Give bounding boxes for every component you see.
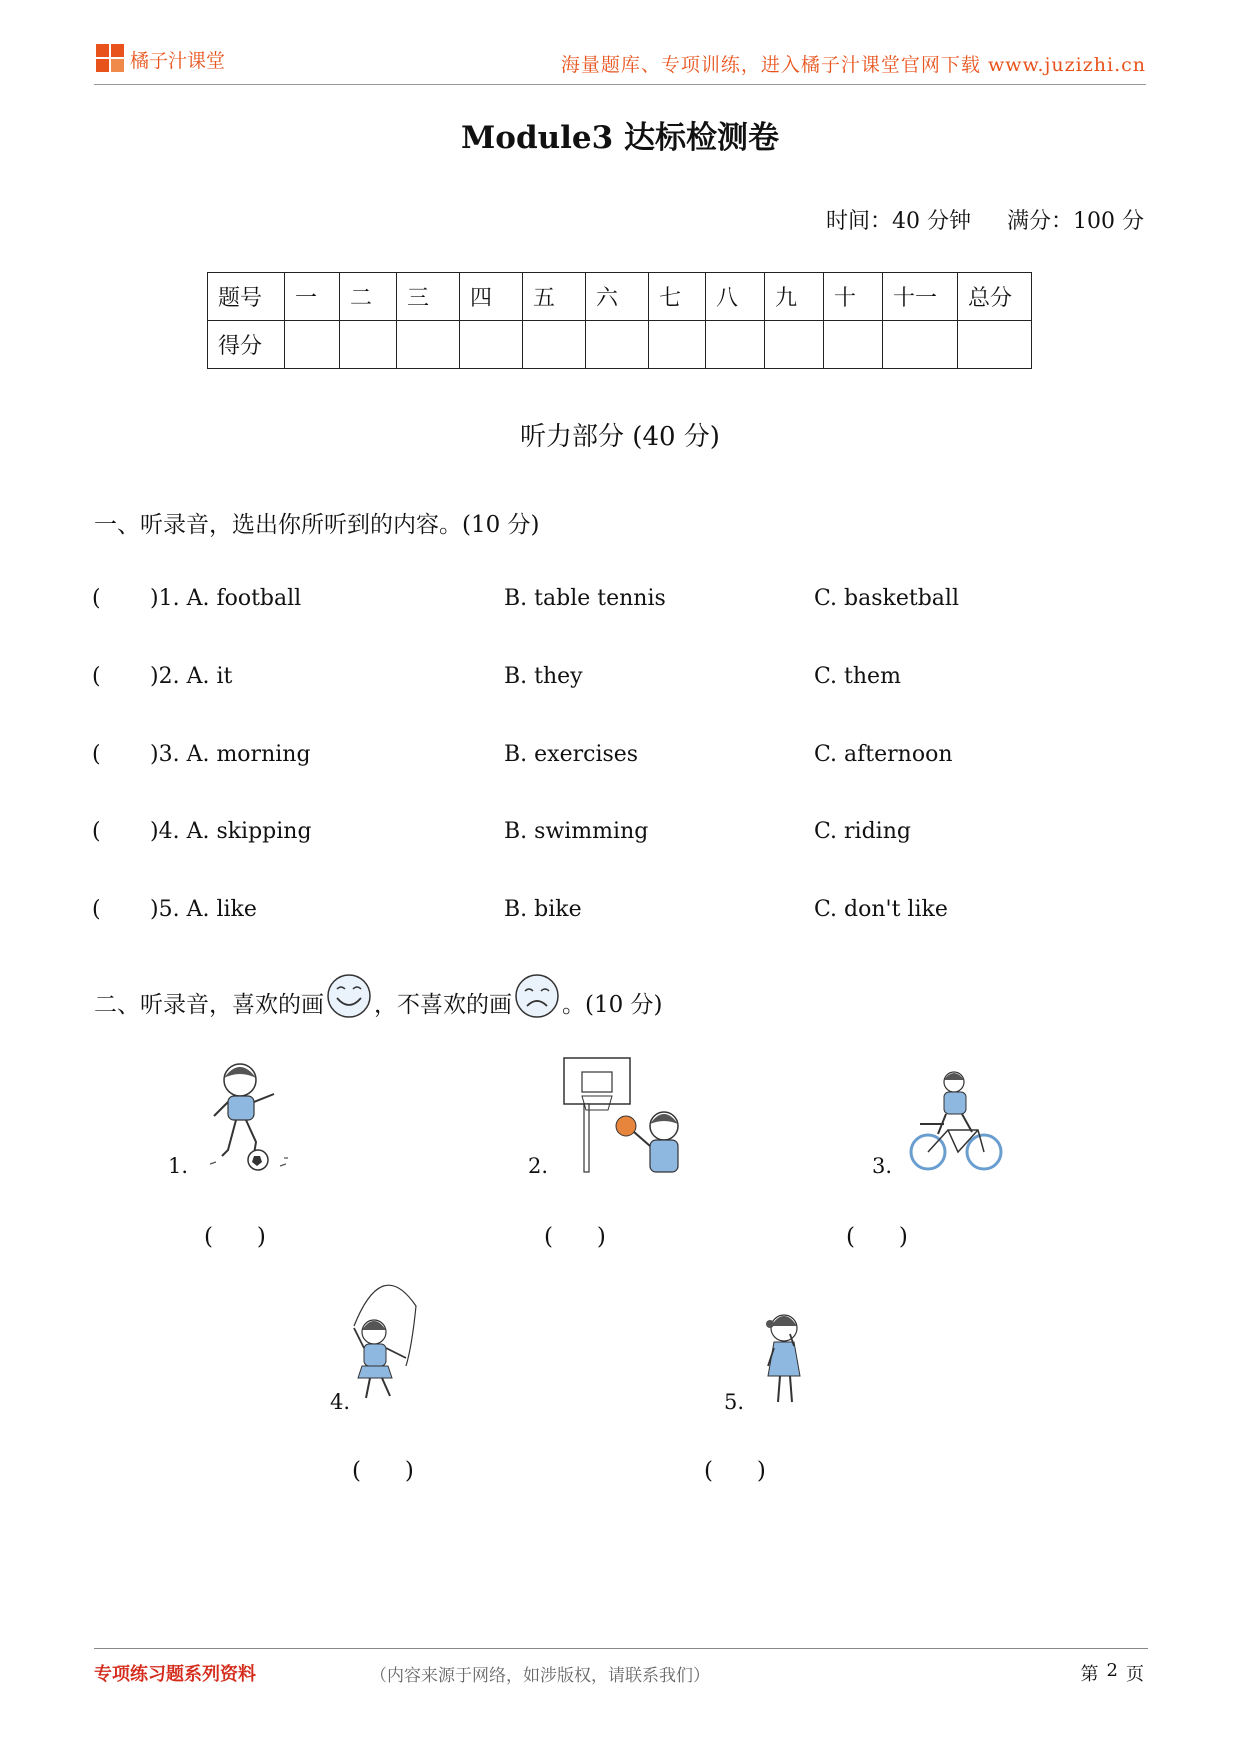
table-cell: 得分 xyxy=(208,321,285,369)
answer-paren[interactable]: ( xyxy=(92,897,101,922)
option-b: B. swimming xyxy=(504,819,649,844)
list-item: )4. A. skipping xyxy=(150,819,312,844)
table-cell: 三 xyxy=(397,273,460,321)
score-cell[interactable] xyxy=(706,321,765,369)
picture-label: 5. xyxy=(724,1390,745,1414)
page-prefix: 第 xyxy=(1080,1664,1099,1685)
score-cell[interactable] xyxy=(523,321,586,369)
logo-icon xyxy=(96,44,126,74)
question-2-heading xyxy=(94,986,663,1019)
smiley-face-icon xyxy=(326,973,372,1019)
boy-football-icon xyxy=(200,1058,300,1176)
score-cell[interactable] xyxy=(649,321,706,369)
score-cell[interactable] xyxy=(824,321,883,369)
score-cell[interactable] xyxy=(958,321,1032,369)
table-cell: 八 xyxy=(706,273,765,321)
answer-blank[interactable]: ( ) xyxy=(352,1458,414,1484)
table-cell: 七 xyxy=(649,273,706,321)
page-num: 2 xyxy=(1106,1660,1118,1681)
score-cell[interactable] xyxy=(397,321,460,369)
footer-series: 专项练习题系列资料 xyxy=(94,1664,256,1685)
table-cell: 题号 xyxy=(208,273,285,321)
answer-paren[interactable]: ( xyxy=(92,742,101,767)
table-cell: 十一 xyxy=(883,273,958,321)
picture-label: 4. xyxy=(330,1390,351,1414)
table-cell: 九 xyxy=(765,273,824,321)
score-cell[interactable] xyxy=(586,321,649,369)
answer-blank[interactable]: ( ) xyxy=(544,1224,606,1250)
q2-heading-part-b: ，不喜欢的画 xyxy=(374,992,512,1018)
answer-paren[interactable]: ( xyxy=(92,819,101,844)
option-c: C. don't like xyxy=(814,897,948,922)
page-suffix: 页 xyxy=(1126,1664,1144,1685)
table-cell: 总分 xyxy=(958,273,1032,321)
answer-blank[interactable]: ( ) xyxy=(704,1458,766,1484)
footer-divider xyxy=(94,1648,1148,1649)
list-item: )5. A. like xyxy=(150,897,257,922)
option-b: B. they xyxy=(504,664,583,689)
girl-standing-icon xyxy=(756,1310,816,1410)
full-score: 满分：100 分 xyxy=(1007,209,1144,234)
answer-blank[interactable]: ( ) xyxy=(204,1224,266,1250)
table-cell: 六 xyxy=(586,273,649,321)
option-c: C. basketball xyxy=(814,586,959,611)
list-item: )1. A. football xyxy=(150,586,302,611)
header-slogan: 海量题库、专项训练，进入橘子汁课堂官网下载 www.juzizhi.cn xyxy=(560,54,1146,76)
boy-bike-icon xyxy=(906,1068,1006,1174)
girl-skipping-icon xyxy=(344,1290,424,1408)
q2-heading-part-a: 二、听录音，喜欢的画 xyxy=(94,992,324,1018)
option-c: C. riding xyxy=(814,819,911,844)
picture-label: 2. xyxy=(528,1154,549,1178)
table-cell: 二 xyxy=(340,273,397,321)
option-c: C. afternoon xyxy=(814,742,953,767)
option-b: B. table tennis xyxy=(504,586,666,611)
table-cell: 五 xyxy=(523,273,586,321)
page-number xyxy=(1081,1660,1144,1686)
time-limit: 时间：40 分钟 xyxy=(826,209,971,234)
brand-name: 橘子汁课堂 xyxy=(130,49,226,72)
question-1-heading: 一、听录音，选出你所听到的内容。(10 分) xyxy=(94,512,540,538)
score-cell[interactable] xyxy=(765,321,824,369)
score-table-score-row xyxy=(208,321,1032,369)
sad-face-icon xyxy=(514,973,560,1019)
list-item: )3. A. morning xyxy=(150,742,311,767)
q2-heading-part-c: 。(10 分) xyxy=(562,992,663,1018)
boy-basketball-icon xyxy=(560,1056,680,1176)
score-table-header-row xyxy=(208,273,1032,321)
answer-paren[interactable]: ( xyxy=(92,586,101,611)
score-table xyxy=(207,272,1032,369)
table-cell: 十 xyxy=(824,273,883,321)
footer-copyright-note: （内容来源于网络，如涉版权，请联系我们） xyxy=(370,1666,710,1686)
option-c: C. them xyxy=(814,664,901,689)
answer-paren[interactable]: ( xyxy=(92,664,101,689)
score-cell[interactable] xyxy=(285,321,340,369)
score-cell[interactable] xyxy=(340,321,397,369)
exam-meta xyxy=(826,204,1144,235)
picture-label: 3. xyxy=(872,1154,893,1178)
score-cell[interactable] xyxy=(460,321,523,369)
listening-section-title: 听力部分 (40 分) xyxy=(520,422,720,452)
list-item: )2. A. it xyxy=(150,664,233,689)
option-b: B. exercises xyxy=(504,742,639,767)
table-cell: 四 xyxy=(460,273,523,321)
header-divider xyxy=(94,84,1146,85)
option-b: B. bike xyxy=(504,897,582,922)
brand-logo xyxy=(96,44,225,74)
score-cell[interactable] xyxy=(883,321,958,369)
answer-blank[interactable]: ( ) xyxy=(846,1224,908,1250)
table-cell: 一 xyxy=(285,273,340,321)
page-title: Module3 达标检测卷 xyxy=(460,120,780,156)
picture-label: 1. xyxy=(168,1154,189,1178)
